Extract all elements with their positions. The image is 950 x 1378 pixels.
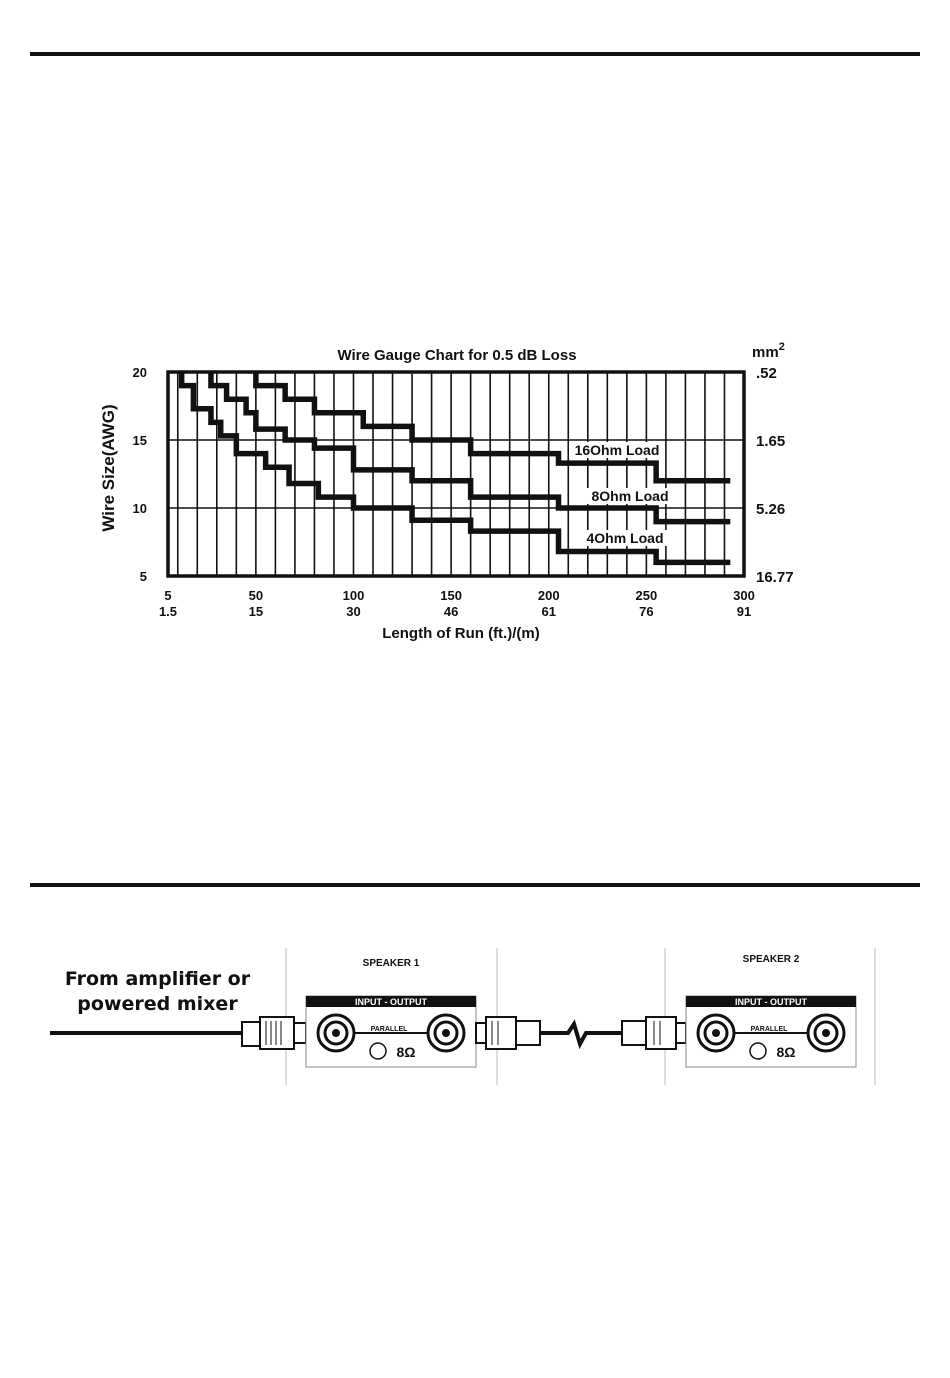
x-tick-label: 250 xyxy=(635,588,658,603)
x-tick-label: 50 xyxy=(248,588,264,603)
x-tick-label: 200 xyxy=(537,588,560,603)
svg-text:INPUT - OUTPUT: INPUT - OUTPUT xyxy=(355,997,427,1007)
y-tick-label: 15 xyxy=(132,433,147,448)
x-tick-label-metric: 1.5 xyxy=(158,604,178,619)
x-tick-label-metric: 61 xyxy=(541,604,556,619)
speakon-plug-icon xyxy=(476,1017,540,1049)
chart-title: Wire Gauge Chart for 0.5 dB Loss xyxy=(337,347,577,364)
speaker-wiring-diagram xyxy=(0,940,950,1090)
speakon-plug-icon xyxy=(242,1017,306,1049)
x-tick-label-metric: 46 xyxy=(443,604,459,619)
svg-text:8Ω: 8Ω xyxy=(776,1044,796,1060)
svg-text:INPUT - OUTPUT: INPUT - OUTPUT xyxy=(735,997,807,1007)
middle-divider xyxy=(30,883,920,887)
x-tick-label: 5 xyxy=(164,588,172,603)
series-label: 8Ohm Load xyxy=(591,488,669,504)
y-tick-label-mm2: .52 xyxy=(756,365,777,382)
y-tick-label-mm2: 5.26 xyxy=(756,501,786,518)
source-label: From amplifier or powered mixer xyxy=(64,968,251,1015)
y-tick-label-mm2: 1.65 xyxy=(756,433,786,450)
y-tick-label: 20 xyxy=(132,365,147,380)
x-axis-label: Length of Run (ft.)/(m) xyxy=(382,625,540,642)
y-tick-label: 10 xyxy=(132,501,147,516)
x-tick-label-metric: 30 xyxy=(346,604,361,619)
speaker-2-title: SPEAKER 2 xyxy=(742,954,800,965)
speaker-1-panel xyxy=(306,996,476,1067)
wire-gauge-chart xyxy=(0,330,950,660)
pinout-icon xyxy=(370,1043,386,1059)
x-tick-label-metric: 91 xyxy=(736,604,752,619)
series-line xyxy=(256,372,730,481)
series-label: 4Ohm Load xyxy=(586,530,664,546)
y-tick-label-mm2: 16.77 xyxy=(756,569,794,586)
x-tick-label: 150 xyxy=(440,588,462,603)
y-tick-label: 5 xyxy=(139,569,147,584)
x-tick-label: 100 xyxy=(342,588,365,603)
pinout-icon xyxy=(750,1043,766,1059)
y-axis-label: Wire Size(AWG) xyxy=(99,404,118,532)
x-tick-label: 300 xyxy=(733,588,755,603)
svg-text:PARALLEL: PARALLEL xyxy=(750,1026,788,1033)
right-axis-unit: $mm^2$ xyxy=(752,341,785,361)
speakon-plug-icon xyxy=(622,1017,686,1049)
top-divider xyxy=(30,52,920,56)
series-label: 16Ohm Load xyxy=(574,442,660,458)
svg-text:8Ω: 8Ω xyxy=(396,1044,416,1060)
x-tick-label-metric: 76 xyxy=(639,604,654,619)
svg-text:PARALLEL: PARALLEL xyxy=(370,1026,408,1033)
x-tick-label-metric: 15 xyxy=(248,604,264,619)
speaker-2-panel xyxy=(686,996,856,1067)
speaker-1-title: SPEAKER 1 xyxy=(362,958,420,969)
link-cable xyxy=(540,1024,622,1044)
